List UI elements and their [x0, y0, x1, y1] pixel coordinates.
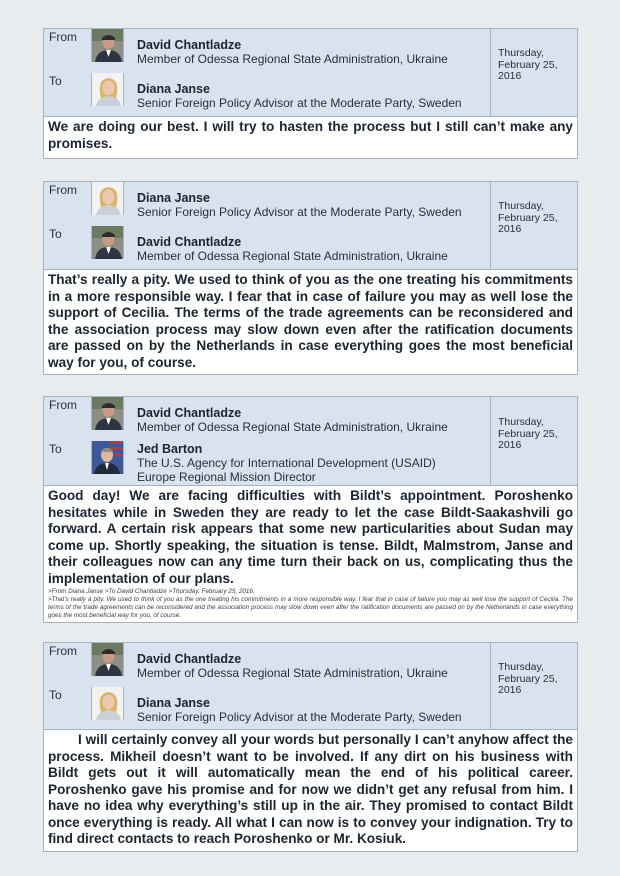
message-date: Thursday, February 25, 2016	[498, 200, 558, 235]
recipient-name: David Chantladze	[137, 235, 242, 249]
recipient-avatar	[91, 441, 124, 474]
recipient-info	[137, 235, 448, 263]
date-column	[490, 182, 577, 269]
recipient-avatar	[91, 73, 124, 106]
message-card-2	[43, 181, 578, 375]
sender-info	[137, 652, 448, 680]
message-header	[44, 182, 577, 270]
sender-name: Diana Janse	[137, 191, 210, 205]
message-body: I will certainly convey all your words but personally I can’t anyhow affect the process. Mikheil doesn’t want to be involved. If any dirt on his business with Bildt gets out it will automatically mean the end of his political career. Poroshenko gave his promise and for now we didn’t get any refusal from him. I have no idea why everything’s still up in the air. They promised to contact Bildt once everything is ready. All what I can now is to convey your indignation. Try to find direct contacts to reach Poroshenko or Mr. Kosiuk.	[48, 732, 573, 846]
sender-role: Member of Odessa Regional State Administration, Ukraine	[137, 420, 448, 434]
sender-role: Member of Odessa Regional State Administration, Ukraine	[137, 52, 448, 66]
to-label: To	[49, 442, 62, 456]
to-label: To	[49, 74, 62, 88]
message-date: Thursday, February 25, 2016	[498, 47, 558, 82]
sender-avatar	[91, 182, 124, 215]
message-date: Thursday, February 25, 2016	[498, 416, 558, 451]
sender-role: Member of Odessa Regional State Administration, Ukraine	[137, 666, 448, 680]
recipient-name: Jed Barton	[137, 442, 203, 456]
quote-header: >From Diana Janse >To David Chantladze >Thursday, February 25, 2016.	[48, 588, 255, 595]
message-header	[44, 643, 577, 730]
date-column	[490, 643, 577, 729]
recipient-role: Senior Foreign Policy Advisor at the Moderate Party, Sweden	[137, 710, 462, 724]
recipient-role: Member of Odessa Regional State Administration, Ukraine	[137, 249, 448, 263]
recipient-info	[137, 442, 436, 484]
recipient-name: Diana Janse	[137, 82, 210, 96]
recipient-role: The U.S. Agency for International Development (USAID)	[137, 456, 436, 470]
recipient-info	[137, 82, 462, 110]
message-body: Good day! We are facing difficulties with Bildt’s appointment. Poroshenko hesitates while in Sweden they are ready to let the case Bildt-Saakashvili go forward. A certain risk appears that some new particularities about Sudan may come up. Shortly speaking, the situation is tense. Bildt, Malmstrom, Janse and their colleagues now can any time turn their back on us, complicating thus the implementation of our plans.	[48, 488, 573, 586]
to-label: To	[49, 688, 62, 702]
recipient-info	[137, 696, 462, 724]
message-header	[44, 397, 577, 486]
from-label: From	[49, 30, 77, 44]
sender-role: Senior Foreign Policy Advisor at the Moderate Party, Sweden	[137, 205, 462, 219]
sender-info	[137, 38, 448, 66]
sender-info	[137, 406, 448, 434]
from-label: From	[49, 183, 77, 197]
from-label: From	[49, 398, 77, 412]
recipient-avatar	[91, 226, 124, 259]
message-card-4	[43, 642, 578, 852]
sender-info	[137, 191, 462, 219]
to-label: To	[49, 227, 62, 241]
date-column	[490, 397, 577, 485]
from-label: From	[49, 644, 77, 658]
message-header	[44, 29, 577, 117]
recipient-name: Diana Janse	[137, 696, 210, 710]
quoted-message	[44, 588, 577, 622]
recipient-role-line-2: Europe Regional Mission Director	[137, 470, 316, 484]
recipient-role: Senior Foreign Policy Advisor at the Moderate Party, Sweden	[137, 96, 462, 110]
sender-avatar	[91, 29, 124, 62]
message-card-1	[43, 28, 578, 159]
recipient-avatar	[91, 687, 124, 720]
sender-name: David Chantladze	[137, 406, 242, 420]
sender-name: David Chantladze	[137, 38, 242, 52]
sender-name: David Chantladze	[137, 652, 242, 666]
message-body: That’s really a pity. We used to think of you as the one treating his commitments in a more responsible way. I fear that in case of failure you may as well lose the support of Cecilia. The terms of the trade agreements can be reconsidered and the association process may slow down even after the ratification documents are passed on by the Netherlands in case everything goes the most beneficial way for you, of course.	[48, 272, 573, 370]
date-column	[490, 29, 577, 116]
quote-body: >That’s really a pity. We used to think of you as the one treating his commitments in a more responsible way. I fear that in case of failure you may as well lose the support of Cecilia. The terms of the trade agreements can be reconsidered and the association process may slow down even after the ratification documents are passed on by the Netherlands in case everything goes the most beneficial way for you, of course.	[48, 596, 573, 619]
sender-avatar	[91, 397, 124, 430]
sender-avatar	[91, 643, 124, 676]
message-card-3	[43, 396, 578, 623]
message-date: Thursday, February 25, 2016	[498, 661, 558, 696]
message-body: We are doing our best. I will try to hasten the process but I still can’t make any promises.	[48, 119, 573, 151]
